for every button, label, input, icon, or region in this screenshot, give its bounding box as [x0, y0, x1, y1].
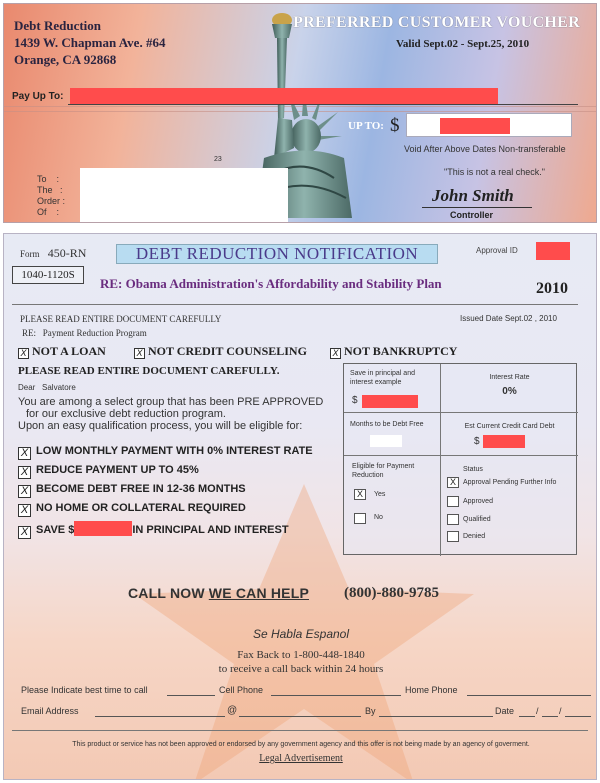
- save-suffix: IN PRINCIPAL AND INTEREST: [132, 524, 289, 536]
- checkbox-yes[interactable]: X: [354, 489, 366, 500]
- status-option-label: Denied: [463, 533, 486, 540]
- legal-advertisement: Legal Advertisement: [259, 753, 343, 764]
- cell-phone-label: Cell Phone: [219, 685, 264, 695]
- not-real-check-note: "This is not a real check.": [444, 167, 545, 177]
- fax-line: to receive a call back within 24 hours: [218, 663, 384, 675]
- credit-card-debt-label: Est Current Credit Card Debt: [464, 423, 555, 430]
- pay-up-to-line: [68, 104, 578, 105]
- notice-title: DEBT REDUCTION NOTIFICATION: [116, 244, 438, 264]
- form-code: 1040-1120S: [12, 266, 84, 284]
- by-label: By: [365, 706, 376, 716]
- best-time-field[interactable]: [167, 695, 215, 696]
- save-prefix: SAVE $: [36, 524, 75, 536]
- issued-date: Issued Date Sept.02 , 2010: [460, 314, 557, 323]
- body-line: You are among a select group that has been PRE APPROVED: [18, 396, 324, 408]
- redacted-payee-field: [70, 88, 498, 104]
- checkbox-checked-icon: X: [18, 348, 29, 359]
- voucher-number: 23: [214, 156, 222, 163]
- controller-label: Controller: [450, 210, 494, 220]
- dollar-sign: $: [390, 115, 400, 136]
- checkbox-checked-icon: X: [18, 504, 31, 517]
- divider: [12, 304, 578, 305]
- order-label-line: Order :: [37, 196, 66, 206]
- approval-id-label: Approval ID: [476, 246, 518, 255]
- home-phone-field[interactable]: [467, 695, 591, 696]
- date-separator: /: [559, 706, 562, 716]
- form-label: Form: [20, 249, 40, 259]
- benefit-item: [18, 502, 246, 517]
- redacted-amount: [440, 118, 510, 134]
- checkbox-checked-icon: X: [18, 466, 31, 479]
- redacted-credit-card-debt: [483, 435, 525, 448]
- by-field[interactable]: [379, 716, 493, 717]
- eligibility-cell: [344, 456, 441, 556]
- credit-card-debt-cell: [441, 413, 578, 456]
- voucher-check: [3, 3, 597, 223]
- status-option-label: Qualified: [463, 516, 491, 523]
- body-line: Upon an easy qualification process, you will be eligible for:: [18, 420, 303, 432]
- check-label: NOT BANKRUPTCY: [344, 344, 458, 358]
- dollar-sign: $: [474, 436, 480, 447]
- checkbox-checked-icon: X: [330, 348, 341, 359]
- fax-instructions: [4, 648, 597, 676]
- check-not-bankruptcy: [330, 344, 457, 359]
- void-note: Void After Above Dates Non-transferable: [404, 144, 566, 154]
- redacted-save-amount: [74, 521, 132, 536]
- pay-up-to-label: Pay Up To:: [12, 91, 64, 102]
- email-label: Email Address: [21, 706, 79, 716]
- save-example-label: Save in principal and interest example: [350, 370, 415, 386]
- checkbox-qualified[interactable]: [447, 514, 459, 525]
- return-address-line: Debt Reduction: [14, 18, 102, 33]
- checkbox-checked-icon: X: [134, 348, 145, 359]
- order-label-line: The :: [37, 185, 63, 195]
- best-time-label: Please Indicate best time to call: [21, 685, 148, 695]
- fax-line: Fax Back to 1-800-448-1840: [237, 649, 365, 661]
- please-read-small: PLEASE READ ENTIRE DOCUMENT CAREFULLY: [20, 314, 222, 324]
- check-not-credit-counseling: [134, 344, 307, 359]
- checkbox-denied[interactable]: [447, 531, 459, 542]
- call-now-text: CALL NOW: [128, 585, 205, 601]
- signature-line: [422, 207, 532, 208]
- signature: John Smith: [432, 186, 514, 205]
- eligible-label: Eligible for Payment Reduction: [352, 463, 415, 479]
- date-label: Date: [495, 706, 515, 716]
- summary-panel: [343, 363, 577, 555]
- notice-year: 2010: [536, 280, 568, 297]
- status-option-label: Approval Pending Further Info: [463, 479, 557, 486]
- to-the-order-of-label: [37, 174, 65, 218]
- date-month-field[interactable]: [519, 716, 535, 717]
- benefit-item: [18, 483, 246, 498]
- checkbox-checked-icon: X: [18, 485, 31, 498]
- interest-rate-value: 0%: [502, 386, 517, 397]
- checkbox-approval-pending[interactable]: X: [447, 477, 459, 488]
- dollar-sign: $: [352, 395, 358, 406]
- benefit-label: LOW MONTHLY PAYMENT WITH 0% INTEREST RATE: [36, 445, 313, 457]
- debt-reduction-notice: [3, 233, 597, 780]
- interest-rate-cell: [441, 364, 578, 413]
- please-read-bold: PLEASE READ ENTIRE DOCUMENT CAREFULLY.: [18, 365, 280, 377]
- interest-rate-label: Interest Rate: [489, 374, 530, 381]
- return-address-line: 1439 W. Chapman Ave. #64: [14, 35, 166, 50]
- redacted-recipient-address: [80, 168, 288, 222]
- redacted-months: [370, 435, 402, 447]
- se-habla-espanol: Se Habla Espanol: [252, 627, 350, 641]
- order-label-line: Of :: [37, 207, 60, 217]
- checkbox-no[interactable]: [354, 513, 366, 524]
- body-line: for our exclusive debt reduction program.: [26, 408, 226, 420]
- benefit-label: NO HOME OR COLLATERAL REQUIRED: [36, 502, 246, 514]
- at-sign: @: [227, 705, 238, 716]
- form-number: [20, 246, 86, 261]
- months-debt-free-label: Months to be Debt Free: [350, 421, 424, 428]
- salutation: Dear Salvatore: [18, 383, 76, 392]
- checkbox-checked-icon: X: [18, 447, 31, 460]
- benefit-item-save: [18, 521, 289, 539]
- voucher-title: PREFERRED CUSTOMER VOUCHER: [293, 14, 580, 31]
- redacted-approval-id: [536, 242, 570, 260]
- status-option-label: Approved: [463, 498, 493, 505]
- we-can-help-text: WE CAN HELP: [208, 585, 309, 601]
- no-label: No: [374, 514, 383, 521]
- up-to-label: UP TO:: [348, 120, 384, 132]
- home-phone-label: Home Phone: [405, 685, 458, 695]
- order-label-line: To :: [37, 174, 60, 184]
- status-cell: [441, 456, 578, 556]
- save-example-cell: [344, 364, 441, 413]
- benefit-item: [18, 464, 199, 479]
- check-not-a-loan: [18, 344, 106, 359]
- redacted-save-example: [362, 395, 418, 408]
- date-year-field[interactable]: [565, 716, 591, 717]
- check-label: NOT CREDIT COUNSELING: [148, 344, 307, 358]
- voucher-valid-dates: Valid Sept.02 - Sept.25, 2010: [396, 38, 530, 50]
- divider: [12, 730, 588, 731]
- cell-phone-field[interactable]: [271, 695, 401, 696]
- email-domain-field[interactable]: [239, 716, 361, 717]
- government-disclaimer: This product or service has not been approved or endorsed by any government agency and this offer is not being made by an agency of goverment.: [72, 741, 530, 748]
- benefit-label: BECOME DEBT FREE IN 12-36 MONTHS: [36, 483, 246, 495]
- benefit-item: [18, 445, 313, 460]
- date-separator: /: [536, 706, 539, 716]
- benefit-label: REDUCE PAYMENT UP TO 45%: [36, 464, 199, 476]
- re-payment-program: RE: Payment Reduction Program: [22, 328, 147, 338]
- status-label: Status: [463, 466, 483, 473]
- date-day-field[interactable]: [542, 716, 558, 717]
- check-label: NOT A LOAN: [32, 344, 106, 358]
- re-line: RE: Obama Administration's Affordability and Stability Plan: [100, 276, 442, 291]
- return-address-line: Orange, CA 92868: [14, 52, 117, 67]
- body-text: [18, 396, 338, 432]
- months-debt-free-cell: [344, 413, 441, 456]
- yes-label: Yes: [374, 491, 386, 498]
- form-number-value: 450-RN: [47, 246, 87, 260]
- return-address: [14, 17, 165, 68]
- email-user-field[interactable]: [95, 716, 225, 717]
- phone-number[interactable]: (800)-880-9785: [344, 585, 439, 601]
- checkbox-approved[interactable]: [447, 496, 459, 507]
- checkbox-checked-icon: X: [18, 526, 31, 539]
- call-now-heading: [128, 585, 313, 601]
